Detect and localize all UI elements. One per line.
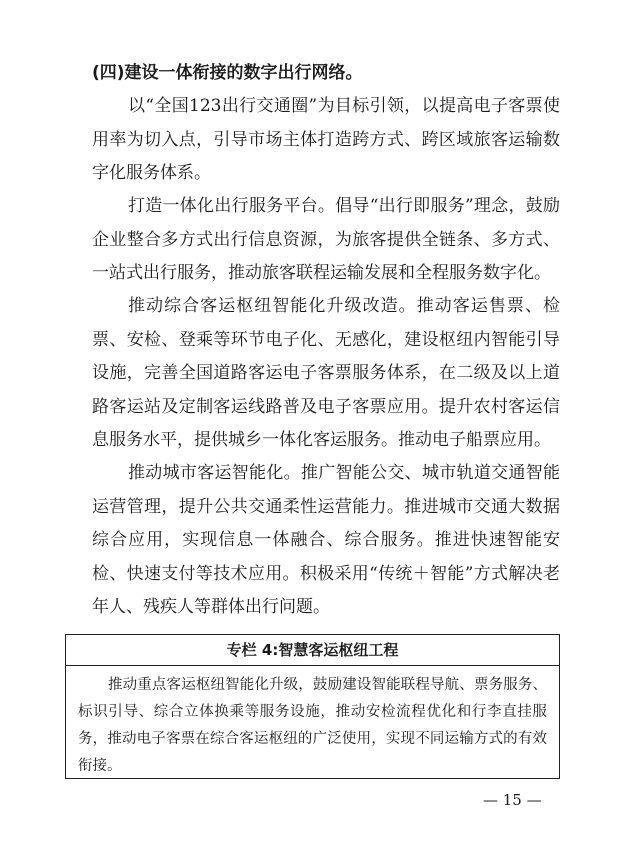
section-heading: (四)建设一体衔接的数字出行网络。 xyxy=(92,63,363,83)
paragraph-hub-upgrade: 推动综合客运枢纽智能化升级改造。推动客运售票、检票、安检、登乘等环节电子化、无感化，建设枢纽内智能引导设施，完善全国道路客运电子客票服务体系，在二级及以上道路客运站及定制客运线路普及电子客票应用。提升农村客运信息服务水平，提供城乡一体化客运服务。推动电子船票应用。 xyxy=(92,296,560,450)
column-box-title: 专栏 4:智慧客运枢纽工程 xyxy=(66,635,559,666)
paragraph-travel-platform: 打造一体化出行服务平台。倡导“出行即服务”理念，鼓励企业整合多方式出行信息资源，为旅客提供全链条、多方式、一站式出行服务，推动旅客联程运输发展和全程服务数字化。 xyxy=(92,196,560,283)
paragraph-intro: 以“全国123出行交通圈”为目标引领，以提高电子客票使用率为切入点，引导市场主体打造跨方式、跨区域旅客运输数字化服务体系。 xyxy=(92,96,560,183)
column-box-body: 推动重点客运枢纽智能化升级，鼓励建设智能联程导航、票务服务、标识引导、综合立体换乘等服务设施，推动安检流程优化和行李直挂服务，推动电子客票在综合客运枢纽的广泛使用，实现不同运输方式的有效衔接。 xyxy=(78,677,547,774)
paragraph-urban-transit: 推动城市客运智能化。推广智能公交、城市轨道交通智能运营管理，提升公共交通柔性运营能力。推进城市交通大数据综合应用，实现信息一体融合、综合服务。推进快速智能安检、快速支付等技术应用。积极采用“传统＋智能”方式解决老年人、残疾人等群体出行问题。 xyxy=(92,463,560,617)
page-number: — 15 — xyxy=(483,791,542,809)
column-box xyxy=(65,634,560,779)
